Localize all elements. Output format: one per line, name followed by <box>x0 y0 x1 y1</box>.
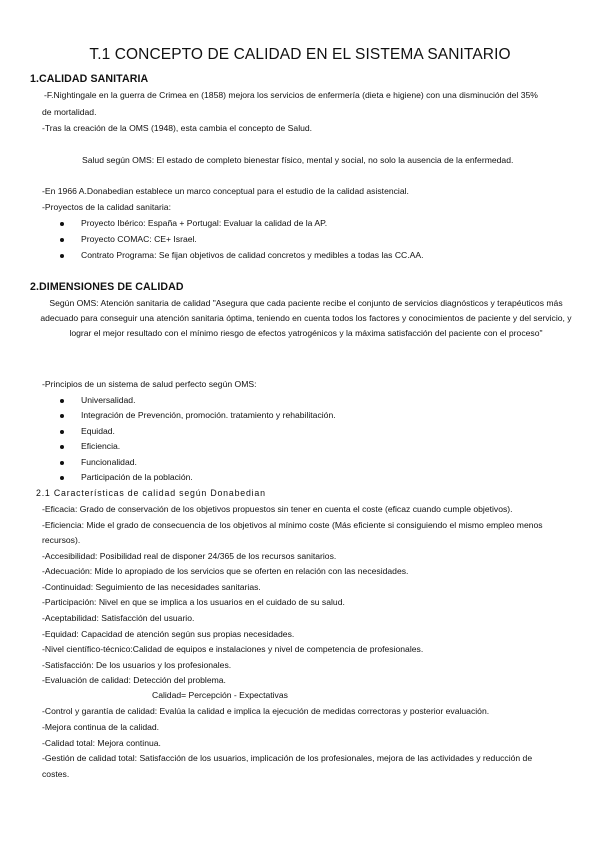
characteristic-line: -Participación: Nivel en que se implica a los usuarios en el cuidado de su salud. <box>42 597 345 607</box>
bullet-icon <box>60 399 64 403</box>
paragraph-donabedian: -En 1966 A.Donabedian establece un marco conceptual para el estudio de la calidad asistencial. <box>42 186 409 196</box>
characteristic-line: -Equidad: Capacidad de atención según sus propias necesidades. <box>42 629 295 639</box>
closing-line: -Calidad total: Mejora continua. <box>42 738 161 748</box>
oms-quality-quote: Según OMS: Atención sanitaria de calidad "Asegura que cada paciente recibe el conjunto de servicios diagnósticos y terapéuticos más adecuado para conseguir una atención sanitaria óptima, teniendo en cuenta todos los factores y conocimientos de paciente y del servicio, y lograr el mejor resultado con el mínimo riesgo de efectos yatrogénicos y la máxima satisfacción del paciente con el proceso" <box>40 298 572 338</box>
characteristic-line: -Evaluación de calidad: Detección del problema. <box>42 675 226 685</box>
characteristic-line: -Adecuación: Mide lo apropiado de los servicios que se oferten en relación con las necesidades. <box>42 566 409 576</box>
bullet-icon <box>60 430 64 434</box>
closing-line: costes. <box>42 769 70 779</box>
characteristic-line: -Nivel científico-técnico:Calidad de equipos e instalaciones y nivel de competencia de profesionales. <box>42 644 424 654</box>
paragraph-nightingale-line2: de mortalidad. <box>42 107 97 117</box>
characteristic-line: recursos). <box>42 535 81 545</box>
bullet-icon <box>60 222 64 226</box>
bullet-icon <box>60 445 64 449</box>
paragraph-nightingale-line1: -F.Nightingale en la guerra de Crimea en (1858) mejora los servicios de enfermería (dieta e higiene) con una disminución del 35% <box>44 90 538 100</box>
principles-intro: -Principios de un sistema de salud perfecto según OMS: <box>42 379 257 389</box>
projects-intro: -Proyectos de la calidad sanitaria: <box>42 202 171 212</box>
section-heading-dimensiones: 2.DIMENSIONES DE CALIDAD <box>30 281 184 293</box>
quality-formula: Calidad= Percepción - Expectativas <box>152 690 288 700</box>
subsection-heading-donabedian: 2.1 Características de calidad según Donabedian <box>36 488 266 498</box>
characteristic-line: -Eficiencia: Mide el grado de consecuencia de los objetivos al mínimo coste (Más eficiente si consiguiendo el mismo empleo menos <box>42 520 543 530</box>
closing-line: -Gestión de calidad total: Satisfacción de los usuarios, implicación de los profesionales, mejora de las actividades y reducción de <box>42 753 533 763</box>
document-title: T.1 CONCEPTO DE CALIDAD EN EL SISTEMA SANITARIO <box>89 46 511 63</box>
characteristic-line: -Continuidad: Seguimiento de las necesidades sanitarias. <box>42 582 261 592</box>
bullet-icon <box>60 461 64 465</box>
characteristic-line: -Satisfacción: De los usuarios y los profesionales. <box>42 660 232 670</box>
bullet-icon <box>60 414 64 418</box>
bullet-icon <box>60 238 64 242</box>
oms-health-definition: Salud según OMS: El estado de completo bienestar físico, mental y social, no solo la ausencia de la enfermedad. <box>82 155 514 165</box>
closing-line: -Control y garantía de calidad: Evalúa la calidad e implica la ejecución de medidas correctoras y posterior evaluación. <box>42 706 490 716</box>
section-heading-calidad-sanitaria: 1.CALIDAD SANITARIA <box>30 73 149 85</box>
bullet-icon <box>60 254 64 258</box>
closing-line: -Mejora continua de la calidad. <box>42 722 160 732</box>
characteristic-line: -Aceptabilidad: Satisfacción del usuario. <box>42 613 195 623</box>
characteristic-line: -Eficacia: Grado de conservación de los objetivos propuestos sin tener en cuenta el coste (eficaz cuando cumple objetivos). <box>42 504 513 514</box>
paragraph-oms-creation: -Tras la creación de la OMS (1948), esta cambia el concepto de Salud. <box>42 123 313 133</box>
characteristic-line: -Accesibilidad: Posibilidad real de disponer 24/365 de los recursos sanitarios. <box>42 551 337 561</box>
bullet-icon <box>60 476 64 480</box>
document-page: T.1 CONCEPTO DE CALIDAD EN EL SISTEMA SANITARIO 1.CALIDAD SANITARIA -F.Nightingale en la guerra de Crimea en (1858) mejora los servicios de enfermería (dieta e higiene) con una disminución del 35% de mortalidad. -Tras la creación de la OMS (1948), esta cambia el concepto de Salud. Salud según OMS: El estado de completo bienestar físico, mental y social, no solo la ausencia de la enfermedad. -En 1966 A.Donabedian establece un marco conceptual para el estudio de la calidad asistencial. -Proyectos de la calidad sanitaria: Proyecto Ibérico: España + Portugal: Evaluar la calidad de la AP. Proyecto COMAC: CE+ Israel. Contrato Programa: Se fijan objetivos de calidad concretos y medibles a todas las CC.AA. 2.DIMENSIONES DE CALIDAD Según OMS: Atención sanitaria de calidad "Asegura que cada paciente recibe el conjunto de servicios diagnósticos y terapéuticos más adecuado para conseguir una atención sanitaria óptima, teniendo en cuenta todos los factores y conocimientos de paciente y del servicio, y lograr el mejor resultado con el mínimo riesgo de efectos yatrogénicos y la máxima satisfacción del paciente con el proceso" -Principios de un sistema de salud perfecto según OMS: Universalidad. Integración de Prevención, promoción. tratamiento y rehabilitación. Equidad. Eficiencia. Funcionalidad. Participación de la población. 2.1 Características de calidad según Donabedian -Eficacia: Grado de conservación de los objetivos propuestos sin tener en cuenta el coste (eficaz cuando cumple objetivos). -Eficiencia: Mide el grado de consecuencia de los objetivos al mínimo coste (Más eficiente si consiguiendo el mismo empleo menos recursos). -Accesibilidad: Posibilidad real de disponer 24/365 de los recursos sanitarios. -Adecuación: Mide lo apropiado de los servicios que se oferten en relación con las necesidades. -Continuidad: Seguimiento de las necesidades sanitarias. -Participación: Nivel en que se implica a los usuarios en el cuidado de su salud. -Aceptabilidad: Satisfacción del usuario. -Equidad: Capacidad de atención según sus propias necesidades. -Nivel científico-técnico:Calidad de equipos e instalaciones y nivel de competencia de profesionales. -Satisfacción: De los usuarios y los profesionales. -Evaluación de calidad: Detección del problema. Calidad= Percepción - Expectativas -Control y garantía de calidad: Evalúa la calidad e implica la ejecución de medidas correctoras y posterior evaluación. -Mejora continua de la calidad. -Calidad total: Mejora continua. -Gestión de calidad total: Satisfacción de los usuarios, implicación de los profesionales, mejora de las actividades y reducción de costes. <box>0 0 600 848</box>
